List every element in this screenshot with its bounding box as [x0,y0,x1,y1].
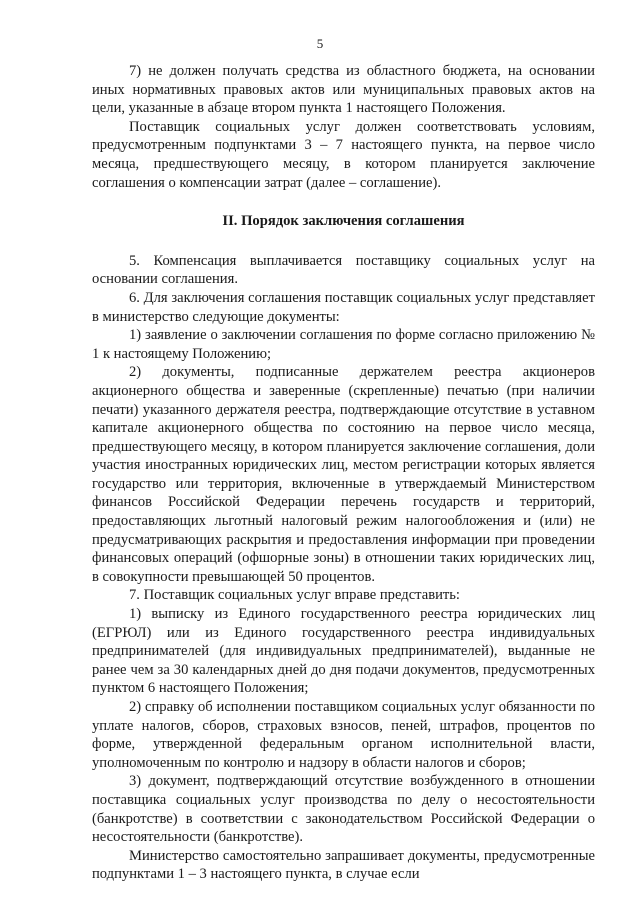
paragraph-point-6: 6. Для заключения соглашения поставщик социальных услуг представляет в министерство следующие документы: [92,289,595,325]
section-heading: II. Порядок заключения соглашения [222,213,465,230]
paragraph-point-7-sub-3: 3) документ, подтверждающий отсутствие возбужденного в отношении поставщика социальных услуг производства по делу о несостоятельности (банкротстве) в соответствии с законодательством Российской Федерации о несостоятельности (банкротстве). [92,773,595,846]
page-number: 5 [316,36,324,51]
paragraph-point-6-sub-2: 2) документы, подписанные держателем реестра акционеров акционерного общества и заверенные (скрепленные) печатью (при наличии печати) указанного держателя реестра, подтверждающие отсутствие в уставном капитале акционерного общества по состоянию на первое число месяца, предшествующего месяцу, в котором планируется заключение соглашения, доли участия иностранных юридических лиц, местом регистрации которых является государство или территория, включенные в утверждаемый Министерством финансов Российской Федерации перечень государств и территорий, предоставляющих льготный налоговый режим налогообложения и (или) не предусматривающих раскрытия и предоставления информации при проведении финансовых операций (офшорные зоны) в отношении таких юридических лиц, в совокупности превышающей 50 процентов. [92,364,595,585]
paragraph-point-7-sub-2: 2) справку об исполнении поставщиком социальных услуг обязанности по уплате налогов, сборов, страховых взносов, пеней, штрафов, процентов по форме, утвержденной федеральным органом исполнительной власти, уполномоченным по контролю и надзору в области налогов и сборов; [92,699,595,771]
paragraph-point-7-sub-1: 1) выписку из Единого государственного реестра юридических лиц (ЕГРЮЛ) или из Единого государственного реестра индивидуальных предпринимателей (для индивидуальных предпринимателей), выданные не ранее чем за 30 календарных дней до дня подачи документов, предусмотренных пунктом 6 настоящего Положения; [92,606,595,697]
paragraph-point-7: 7. Поставщик социальных услуг вправе представить: [129,587,460,604]
document-body [92,62,595,884]
paragraph-item-7: 7) не должен получать средства из областного бюджета, на основании иных нормативных правовых актов или муниципальных правовых актов на цели, указанные в абзаце втором пункта 1 настоящего Положения. [92,63,595,117]
paragraph-ministry-requests: Министерство самостоятельно запрашивает документы, предусмотренные подпунктами 1 – 3 настоящего пункта, в случае если [92,847,595,883]
paragraph-supplier-conditions: Поставщик социальных услуг должен соответствовать условиям, предусмотренным подпунктами 3 – 7 настоящего пункта, на первое число месяца, предшествующего месяцу, в котором планируется заключение соглашения о компенсации затрат (далее – соглашение). [92,118,595,191]
paragraph-point-5: 5. Компенсация выплачивается поставщику социальных услуг на основании соглашения. [92,252,595,288]
paragraph-point-6-sub-1: 1) заявление о заключении соглашения по форме согласно приложению № 1 к настоящему Положению; [92,327,595,362]
